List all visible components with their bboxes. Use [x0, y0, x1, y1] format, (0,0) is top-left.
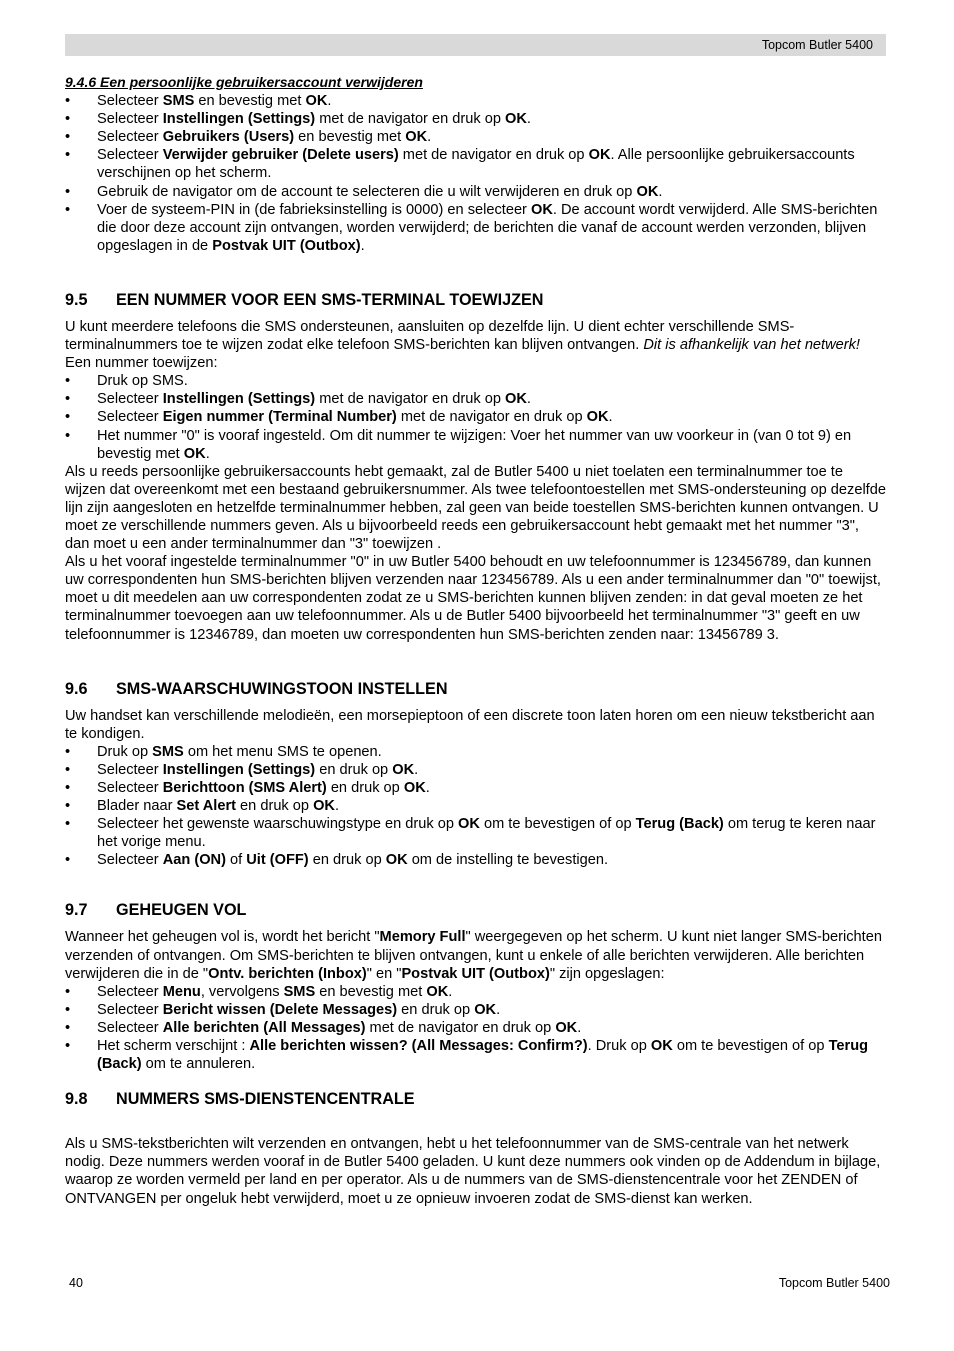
section-number: 9.6	[65, 679, 88, 698]
section-heading-9-6	[65, 680, 887, 699]
page-number: 40	[69, 1276, 83, 1290]
section-heading-9-8	[65, 1090, 887, 1109]
list-item: • Selecteer Verwijder gebruiker (Delete users) met de navigator en druk op OK. Alle persoonlijke gebruikersaccounts verschijnen op het scherm.	[65, 146, 887, 182]
list-item: • Selecteer het gewenste waarschuwingstype en druk op OK om te bevestigen of op Terug (Back) om terug te keren naar het vorige menu.	[65, 815, 887, 851]
section-title: SMS-WAARSCHUWINGSTOON INSTELLEN	[116, 679, 448, 698]
bullet-list-9-6	[65, 743, 887, 870]
list-item: • Selecteer Bericht wissen (Delete Messages) en druk op OK.	[65, 1001, 887, 1019]
list-item: • Selecteer Eigen nummer (Terminal Number) met de navigator en druk op OK.	[65, 408, 887, 426]
section-intro-9-7: Wanneer het geheugen vol is, wordt het bericht "Memory Full" weergegeven op het scherm. U kunt niet langer SMS-berichten verzenden of ontvangen. Om SMS-berichten te blijven ontvangen, kunt u enkele of alle berichten verwijderen. Alle berichten verwijderen die in de "Ontv. berichten (Inbox)" en "Postvak UIT (Outbox)" zijn opgeslagen:	[65, 929, 882, 982]
page-content	[65, 73, 887, 1208]
list-item: • Selecteer Instellingen (Settings) met de navigator en druk op OK.	[65, 110, 887, 128]
section-number: 9.7	[65, 901, 88, 920]
paragraph-9-5-a: Als u reeds persoonlijke gebruikersaccounts hebt gemaakt, zal de Butler 5400 u niet toelaten een terminalnummer toe te wijzen dat overeenkomt met een bestaand gebruikersnummer. Als twee telefoontoestellen met SMS-ondersteuning op dezelfde lijn zijn aangesloten en hetzelfde terminalnummer hebben, zal geen van beide toestellen SMS-berichten kunnen ontvangen. U moet ze verschillende nummers geven. Als u bijvoorbeeld reeds een gebruikersaccount hebt gemaakt met het nummer "3", dan moet u een ander terminalnummer dan "3" toewijzen .	[65, 463, 886, 553]
footer-product: Topcom Butler 5400	[778, 1276, 890, 1290]
list-item: • Voer de systeem-PIN in (de fabrieksinstelling is 0000) en selecteer OK. De account wordt verwijderd. Alle SMS-berichten die door deze account zijn ontvangen, worden verwijderd; de berichten die vanaf de account werden verzonden, blijven opgeslagen in de Postvak UIT (Outbox).	[65, 201, 887, 255]
header-bar	[65, 34, 886, 56]
paragraph-9-5-b: Als u het vooraf ingestelde terminalnummer "0" in uw Butler 5400 behoudt en uw telefoonnummer is 123456789, dan kunnen uw correspondenten hun SMS-berichten blijven verzenden naar 123456789. Als u een ander terminalnummer dan "0" toewijst, moet u dit meedelen aan uw correspondenten zodat ze u SMS-berichten kunnen blijven zenden: in dat geval moeten ze het terminalnummer toevoegen aan uw telefoonnummer. Als u de Butler 5400 bijvoorbeeld het terminalnummer "3" geeft en uw telefoonnummer is 12346789, dan moeten uw correspondenten hun SMS-berichten zenden naar: 13456789 3.	[65, 554, 881, 643]
section-heading-9-5	[65, 291, 887, 310]
header-product: Topcom Butler 5400	[761, 38, 873, 52]
list-item: • Selecteer Instellingen (Settings) en druk op OK.	[65, 761, 887, 779]
list-item: • Selecteer Aan (ON) of Uit (OFF) en druk op OK om de instelling te bevestigen.	[65, 851, 887, 869]
list-item: • Selecteer Instellingen (Settings) met de navigator en druk op OK.	[65, 390, 887, 408]
bullet-list-9-5	[65, 372, 887, 462]
list-item: • Selecteer Gebruikers (Users) en bevestig met OK.	[65, 128, 887, 146]
list-item: • Selecteer Berichttoon (SMS Alert) en druk op OK.	[65, 779, 887, 797]
bullet-list-9-4-6	[65, 92, 887, 255]
section-title: NUMMERS SMS-DIENSTENCENTRALE	[116, 1090, 415, 1109]
section-intro-9-6: Uw handset kan verschillende melodieën, een morsepieptoon of een discrete toon laten horen om een nieuw tekstbericht aan te kondigen.	[65, 707, 875, 742]
section-title: EEN NUMMER VOOR EEN SMS-TERMINAL TOEWIJZEN	[116, 290, 544, 309]
list-item: • Selecteer SMS en bevestig met OK.	[65, 92, 887, 110]
list-item: • Blader naar Set Alert en druk op OK.	[65, 797, 887, 815]
section-heading-9-7	[65, 901, 887, 920]
list-item: • Het nummer "0" is vooraf ingesteld. Om dit nummer te wijzigen: Voer het nummer van uw voorkeur in (van 0 tot 9) en bevestig met OK.	[65, 427, 887, 463]
subsection-title-9-4-6: 9.4.6 Een persoonlijke gebruikersaccount verwijderen	[65, 74, 423, 90]
section-number: 9.8	[65, 1090, 88, 1109]
paragraph-9-8: Als u SMS-tekstberichten wilt verzenden en ontvangen, hebt u het telefoonnummer van de SMS-centrale van het netwerk nodig. Deze nummers werden vooraf in de Butler 5400 geladen. U kunt deze nummers ook vinden op de Addendum in bijlage, waarop ze worden vermeld per land en per operator. Als u de nummers van de SMS-dienstencentrale voor het ZENDEN of ONTVANGEN per ongeluk hebt verwijderd, moet u ze opnieuw invoeren zodat de SMS-dienst kan werken.	[65, 1136, 881, 1207]
list-item: • Het scherm verschijnt : Alle berichten wissen? (All Messages: Confirm?). Druk op OK om te bevestigen of op Terug (Back) om te annuleren.	[65, 1037, 887, 1073]
section-intro-9-5: U kunt meerdere telefoons die SMS ondersteunen, aansluiten op dezelfde lijn. U dient echter verschillende SMS-terminalnummers toe te wijzen zodat elke telefoon SMS-berichten kan blijven ontvangen. Dit is afhankelijk van het netwerk! Een nummer toewijzen:	[65, 318, 860, 372]
list-item: • Selecteer Alle berichten (All Messages) met de navigator en druk op OK.	[65, 1019, 887, 1037]
section-title: GEHEUGEN VOL	[116, 901, 247, 920]
list-item: • Druk op SMS om het menu SMS te openen.	[65, 743, 887, 761]
section-number: 9.5	[65, 290, 88, 309]
list-item: • Selecteer Menu, vervolgens SMS en bevestig met OK.	[65, 983, 887, 1001]
list-item: • Gebruik de navigator om de account te selecteren die u wilt verwijderen en druk op OK.	[65, 183, 887, 201]
list-item: • Druk op SMS.	[65, 372, 887, 390]
bullet-list-9-7	[65, 983, 887, 1073]
